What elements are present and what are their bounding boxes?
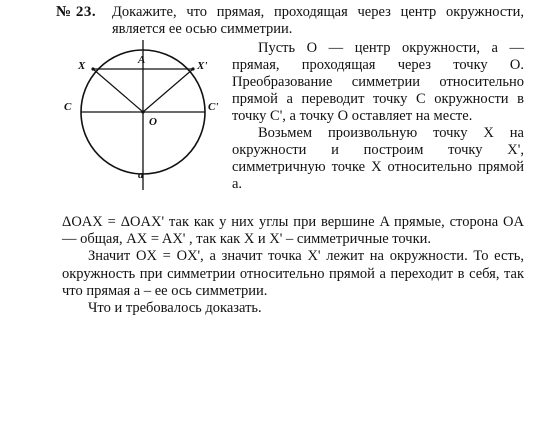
- solution-main: [62, 214, 524, 317]
- problem-number: № 23.: [56, 4, 97, 20]
- main-paragraph-2: Значит OX = OX', а значит точка X' лежит на окружности. То есть, окружность при симметрии относительно прямой a переходит в себя, так что прямая a – ее ось симметрии.: [62, 248, 524, 299]
- label-a-top: A: [138, 54, 146, 66]
- main-paragraph-3: Что и требовалось доказать.: [88, 300, 262, 317]
- label-c: C: [64, 101, 72, 113]
- symmetry-figure: [58, 40, 228, 190]
- label-x: X: [78, 60, 86, 72]
- label-c-prime: C': [208, 101, 219, 113]
- radius-ox-prime: [143, 69, 193, 112]
- label-a-bottom: a: [138, 169, 144, 181]
- point-x-prime: [191, 67, 194, 70]
- label-o: O: [149, 116, 157, 128]
- problem-statement: Докажите, что прямая, проходящая через центр окружности, является ее осью симметрии.: [112, 4, 524, 37]
- point-x: [91, 67, 94, 70]
- label-x-prime: X': [197, 60, 208, 72]
- side-paragraph-1: Пусть O — центр окружности, a — прямая, проходящая через точку O. Преобразование симметрии относительно прямой a переводит точку C окружности в точку C', а точку O оставляет на месте.: [232, 40, 524, 124]
- main-paragraph-1: ΔOAX = ΔOAX' так как у них углы при вершине A прямые, сторона OA — общая, AX = AX' , так как X и X' – симметричные точки.: [62, 214, 524, 248]
- point-o: [141, 110, 144, 113]
- radius-ox: [93, 69, 143, 112]
- side-paragraph-2: Возьмем произвольную точку X на окружности и построим точку X', симметричную точке X относительно прямой a.: [232, 125, 524, 192]
- solution-side: [232, 40, 524, 193]
